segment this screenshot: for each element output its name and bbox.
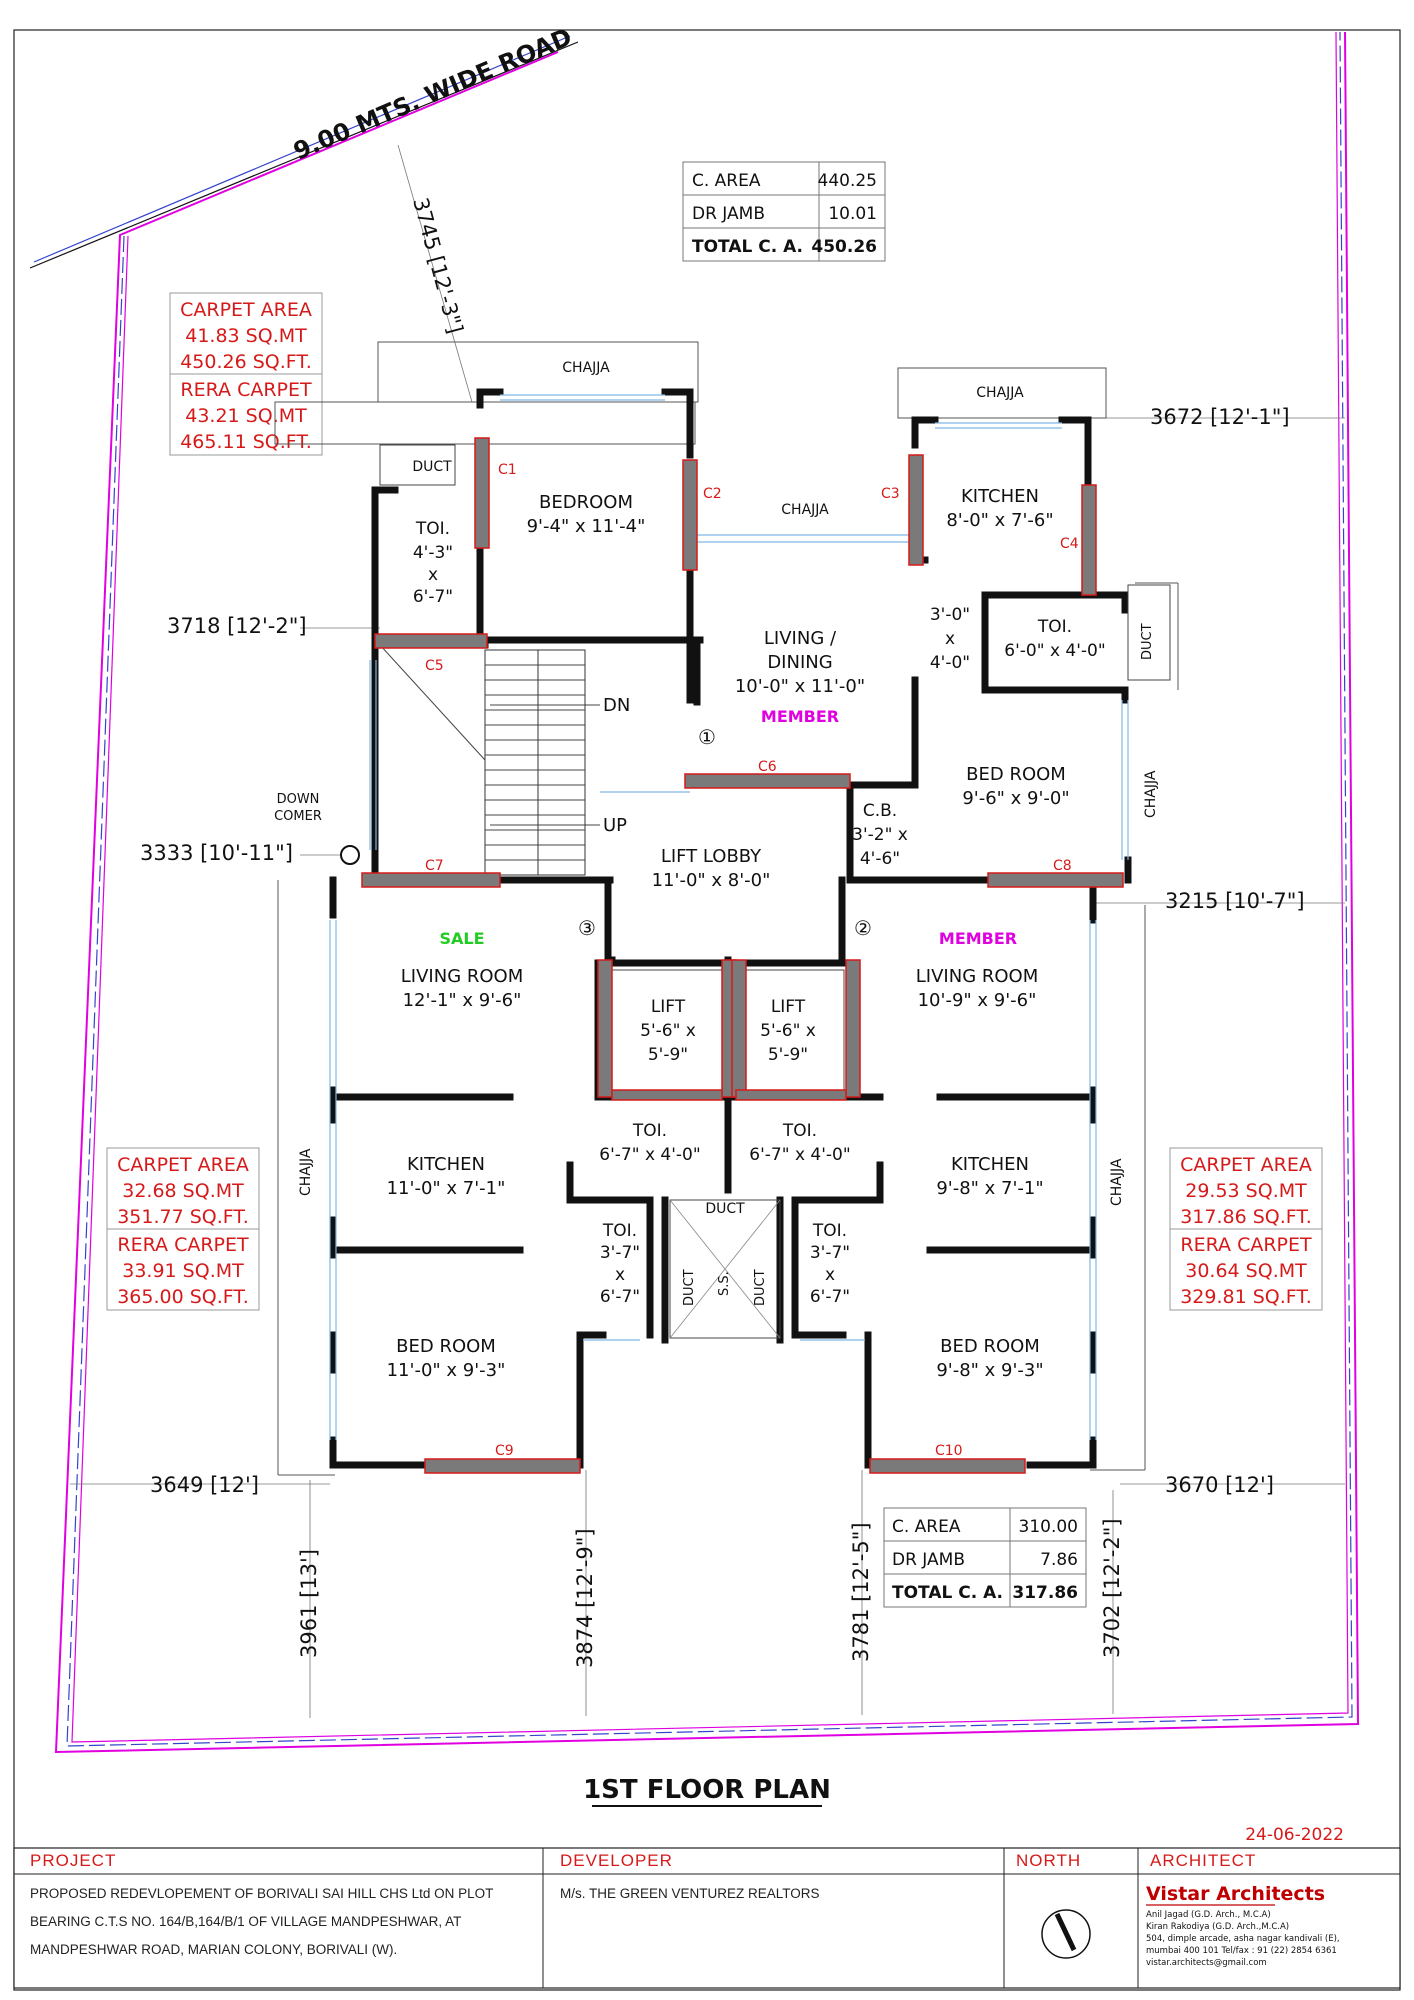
room-living-left: LIVING ROOM — [400, 966, 524, 987]
dim-3672: 3672 [12'-1"] — [1150, 405, 1290, 429]
svg-text:CHAJJA: CHAJJA — [976, 385, 1024, 401]
svg-text:C3: C3 — [881, 486, 900, 502]
flat-number-2: ② — [854, 916, 872, 940]
svg-text:Anil Jagad (G.D. Arch., M.C.A): Anil Jagad (G.D. Arch., M.C.A) — [1146, 1910, 1271, 1920]
column-c1 — [475, 438, 489, 548]
svg-text:Kiran Rakodiya (G.D. Arch.,M.C: Kiran Rakodiya (G.D. Arch.,M.C.A) — [1146, 1922, 1290, 1932]
date-label: 24-06-2022 — [1245, 1825, 1344, 1845]
project-line-2: BEARING C.T.S NO. 164/B,164/B/1 OF VILLAGE MANDPESHWAR, AT — [30, 1914, 462, 1929]
svg-text:CARPET AREA: CARPET AREA — [1180, 1154, 1312, 1176]
road-label: 9.00 MTS. WIDE ROAD — [289, 22, 576, 166]
svg-text:5'-6" x: 5'-6" x — [640, 1021, 696, 1041]
dim-3649: 3649 [12'] — [150, 1473, 259, 1497]
flat-number-3: ③ — [578, 916, 596, 940]
svg-text:C6: C6 — [758, 759, 777, 775]
svg-text:317.86 SQ.FT.: 317.86 SQ.FT. — [1180, 1206, 1312, 1228]
svg-text:CHAJJA: CHAJJA — [298, 1148, 314, 1196]
carpet-area-box-right-mid — [1170, 1148, 1322, 1310]
svg-text:6'-7" x 4'-0": 6'-7" x 4'-0" — [599, 1145, 701, 1165]
column-c8 — [988, 873, 1123, 887]
svg-text:RERA CARPET: RERA CARPET — [117, 1234, 249, 1256]
svg-text:450.26 SQ.FT.: 450.26 SQ.FT. — [180, 351, 312, 373]
room-bedroom-top: BEDROOM — [539, 492, 633, 513]
svg-text:4'-6": 4'-6" — [859, 849, 901, 869]
dim-3333: 3333 [10'-11"] — [140, 841, 293, 865]
svg-text:351.77 SQ.FT.: 351.77 SQ.FT. — [117, 1206, 249, 1228]
room-passage: 3'-0" — [929, 605, 971, 625]
svg-text:5'-9": 5'-9" — [647, 1045, 689, 1065]
svg-text:6'-7": 6'-7" — [809, 1287, 851, 1307]
column-c10 — [870, 1459, 1025, 1473]
room-living-right: LIVING ROOM — [915, 966, 1039, 987]
column-c5 — [375, 634, 487, 648]
svg-text:6'-7" x 4'-0": 6'-7" x 4'-0" — [749, 1145, 851, 1165]
svg-text:DUCT: DUCT — [412, 459, 452, 475]
svg-text:CHAJJA: CHAJJA — [781, 502, 829, 518]
svg-text:6'-7": 6'-7" — [599, 1287, 641, 1307]
svg-text:3'-7": 3'-7" — [599, 1243, 641, 1263]
title-block-project-description — [30, 1880, 540, 1964]
dim-3702: 3702 [12'-2"] — [1100, 1518, 1124, 1658]
svg-text:DOWN: DOWN — [276, 792, 320, 807]
room-kitchen-right: KITCHEN — [951, 1154, 1029, 1175]
stair-up-label: UP — [603, 815, 628, 836]
svg-text:43.21 SQ.MT: 43.21 SQ.MT — [185, 405, 307, 427]
svg-text:504, dimple arcade, asha nagar: 504, dimple arcade, asha nagar kandivali (E), — [1146, 1934, 1340, 1944]
svg-text:x: x — [427, 565, 439, 585]
plan-title: 1ST FLOOR PLAN — [583, 1775, 831, 1805]
svg-text:C1: C1 — [498, 462, 517, 478]
column-c2 — [683, 460, 697, 570]
svg-text:CARPET AREA: CARPET AREA — [180, 299, 312, 321]
room-lift-lobby: LIFT LOBBY — [660, 846, 762, 867]
svg-text:365.00 SQ.FT.: 365.00 SQ.FT. — [117, 1286, 249, 1308]
svg-text:DUCT: DUCT — [705, 1201, 745, 1217]
svg-text:8'-0" x 7'-6": 8'-0" x 7'-6" — [946, 510, 1054, 531]
svg-text:9'-8" x 7'-1": 9'-8" x 7'-1" — [936, 1178, 1044, 1199]
area-top-label-2: DR JAMB — [692, 204, 765, 224]
carpet-area-box-left-mid — [107, 1148, 259, 1310]
svg-text:10'-0" x 11'-0": 10'-0" x 11'-0" — [734, 676, 866, 697]
area-top-value-3: 450.26 — [811, 237, 877, 257]
room-lift-1: LIFT — [650, 997, 686, 1017]
svg-text:RERA CARPET: RERA CARPET — [1180, 1234, 1312, 1256]
svg-text:mumbai 400 101 Tel/fax : 91 (: mumbai 400 101 Tel/fax : 91 (22) 2854 6361 — [1146, 1946, 1337, 1956]
room-kitchen-top: KITCHEN — [961, 486, 1039, 507]
column-c6 — [685, 774, 850, 788]
svg-text:C9: C9 — [495, 1443, 514, 1459]
title-block-developer-name: M/s. THE GREEN VENTUREZ REALTORS — [560, 1886, 820, 1901]
svg-text:C10: C10 — [935, 1443, 963, 1459]
svg-text:3'-7": 3'-7" — [809, 1243, 851, 1263]
svg-text:6'-0" x 4'-0": 6'-0" x 4'-0" — [1004, 641, 1106, 661]
dim-3670: 3670 [12'] — [1165, 1473, 1274, 1497]
svg-text:C. AREA: C. AREA — [892, 1517, 961, 1537]
svg-text:465.11 SQ.FT.: 465.11 SQ.FT. — [180, 431, 312, 453]
svg-text:DUCT: DUCT — [753, 1269, 768, 1306]
svg-text:4'-0": 4'-0" — [929, 653, 971, 673]
tag-sale: SALE — [439, 929, 485, 948]
svg-text:30.64 SQ.MT: 30.64 SQ.MT — [1185, 1260, 1307, 1282]
room-toilet-top-right: TOI. — [1037, 617, 1073, 637]
svg-text:317.86: 317.86 — [1012, 1583, 1078, 1603]
dim-3781: 3781 [12'-5"] — [849, 1522, 873, 1662]
room-toilet-right-2: TOI. — [812, 1221, 848, 1241]
area-top-value-2: 10.01 — [828, 204, 877, 224]
area-table-bottom — [884, 1508, 1086, 1607]
room-kitchen-left: KITCHEN — [407, 1154, 485, 1175]
lift-wall-left — [598, 960, 612, 1097]
area-top-value-1: 440.25 — [817, 171, 877, 191]
svg-text:COMER: COMER — [274, 809, 322, 824]
svg-text:33.91 SQ.MT: 33.91 SQ.MT — [122, 1260, 244, 1282]
svg-text:11'-0" x 9'-3": 11'-0" x 9'-3" — [386, 1360, 506, 1381]
svg-text:6'-7": 6'-7" — [412, 587, 454, 607]
svg-text:DINING: DINING — [767, 652, 833, 673]
title-block-project-heading: PROJECT — [30, 1851, 117, 1870]
staircase — [274, 645, 630, 875]
svg-text:x: x — [824, 1265, 836, 1285]
down-comer-pipe — [341, 846, 359, 864]
svg-text:TOTAL C. A.: TOTAL C. A. — [892, 1583, 1004, 1603]
duct-shaft — [380, 445, 1170, 1338]
tag-member-right: MEMBER — [938, 929, 1018, 948]
area-table-top — [683, 162, 885, 261]
dim-3718: 3718 [12'-2"] — [167, 614, 307, 638]
room-living-dining: LIVING / — [763, 628, 837, 649]
svg-text:5'-9": 5'-9" — [767, 1045, 809, 1065]
room-bedroom-right: BED ROOM — [966, 764, 1066, 785]
stair-dn-label: DN — [603, 695, 631, 716]
lift-wall-mid-2 — [732, 960, 746, 1097]
svg-text:CARPET AREA: CARPET AREA — [117, 1154, 249, 1176]
area-top-label-1: C. AREA — [692, 171, 761, 191]
dim-3874: 3874 [12'-9"] — [573, 1528, 597, 1668]
svg-text:5'-6" x: 5'-6" x — [760, 1021, 816, 1041]
room-bedroom-right-lower: BED ROOM — [940, 1336, 1040, 1357]
room-toilet-left-2: TOI. — [602, 1221, 638, 1241]
svg-text:C7: C7 — [425, 858, 444, 874]
svg-text:CHAJJA: CHAJJA — [1109, 1158, 1125, 1206]
project-line-3: MANDPESHWAR ROAD, MARIAN COLONY, BORIVALI (W). — [30, 1942, 398, 1957]
flat-number-1: ① — [698, 725, 716, 749]
area-top-label-3: TOTAL C. A. — [692, 237, 804, 257]
column-c3 — [909, 455, 923, 565]
room-bedroom-left: BED ROOM — [396, 1336, 496, 1357]
svg-text:10'-9" x 9'-6": 10'-9" x 9'-6" — [917, 990, 1037, 1011]
dim-3745: 3745 [12'-3"] — [408, 195, 468, 337]
column-c7 — [362, 873, 500, 887]
title-block-north-heading: NORTH — [1016, 1851, 1082, 1870]
title-block-developer-heading: DEVELOPER — [560, 1851, 673, 1870]
dim-3215: 3215 [10'-7"] — [1165, 889, 1305, 913]
room-toilet-top-left: TOI. — [415, 519, 451, 539]
svg-text:C2: C2 — [703, 486, 722, 502]
svg-text:x: x — [944, 629, 956, 649]
svg-text:11'-0" x 8'-0": 11'-0" x 8'-0" — [651, 870, 771, 891]
lift-wall-right — [846, 960, 860, 1097]
room-toilet-center-left: TOI. — [632, 1121, 668, 1141]
svg-text:9'-4" x 11'-4": 9'-4" x 11'-4" — [526, 516, 646, 537]
svg-text:RERA CARPET: RERA CARPET — [180, 379, 312, 401]
svg-text:CHAJJA: CHAJJA — [562, 360, 610, 376]
room-cb: C.B. — [862, 801, 898, 821]
svg-text:CHAJJA: CHAJJA — [1143, 770, 1159, 818]
svg-text:4'-3": 4'-3" — [412, 543, 454, 563]
column-c4 — [1082, 485, 1096, 595]
room-lift-2: LIFT — [770, 997, 806, 1017]
svg-text:310.00: 310.00 — [1018, 1517, 1078, 1537]
lift-sill-1 — [612, 1090, 722, 1100]
architect-firm-logo: Vistar Architects — [1146, 1883, 1326, 1905]
svg-text:S.S.: S.S. — [717, 1271, 732, 1296]
svg-text:329.81 SQ.FT.: 329.81 SQ.FT. — [1180, 1286, 1312, 1308]
svg-text:x: x — [614, 1265, 626, 1285]
svg-text:29.53 SQ.MT: 29.53 SQ.MT — [1185, 1180, 1307, 1202]
svg-text:DUCT: DUCT — [682, 1269, 697, 1306]
svg-text:9'-8" x 9'-3": 9'-8" x 9'-3" — [936, 1360, 1044, 1381]
carpet-area-box-left-top — [170, 293, 322, 455]
svg-text:vistar.architects@gmail.com: vistar.architects@gmail.com — [1146, 1958, 1267, 1968]
title-block-architect-heading: ARCHITECT — [1150, 1851, 1257, 1870]
tag-member-top: MEMBER — [760, 707, 840, 726]
svg-text:DR JAMB: DR JAMB — [892, 1550, 965, 1570]
lift-sill-2 — [736, 1090, 846, 1100]
svg-text:9'-6" x 9'-0": 9'-6" x 9'-0" — [962, 788, 1070, 809]
svg-text:41.83 SQ.MT: 41.83 SQ.MT — [185, 325, 307, 347]
svg-text:7.86: 7.86 — [1040, 1550, 1078, 1570]
svg-text:32.68 SQ.MT: 32.68 SQ.MT — [122, 1180, 244, 1202]
flat-tags — [439, 707, 1017, 948]
svg-text:C5: C5 — [425, 658, 444, 674]
svg-text:DUCT: DUCT — [1140, 623, 1155, 660]
svg-text:3'-2" x: 3'-2" x — [852, 825, 908, 845]
dim-3961: 3961 [13'] — [297, 1549, 321, 1658]
project-line-1: PROPOSED REDEVLOPEMENT OF BORIVALI SAI HILL CHS Ltd ON PLOT — [30, 1886, 494, 1901]
svg-text:C4: C4 — [1060, 536, 1079, 552]
room-toilet-center-right: TOI. — [782, 1121, 818, 1141]
svg-text:12'-1" x 9'-6": 12'-1" x 9'-6" — [402, 990, 522, 1011]
column-c9 — [425, 1459, 580, 1473]
svg-text:11'-0" x 7'-1": 11'-0" x 7'-1" — [386, 1178, 506, 1199]
svg-text:C8: C8 — [1053, 858, 1072, 874]
